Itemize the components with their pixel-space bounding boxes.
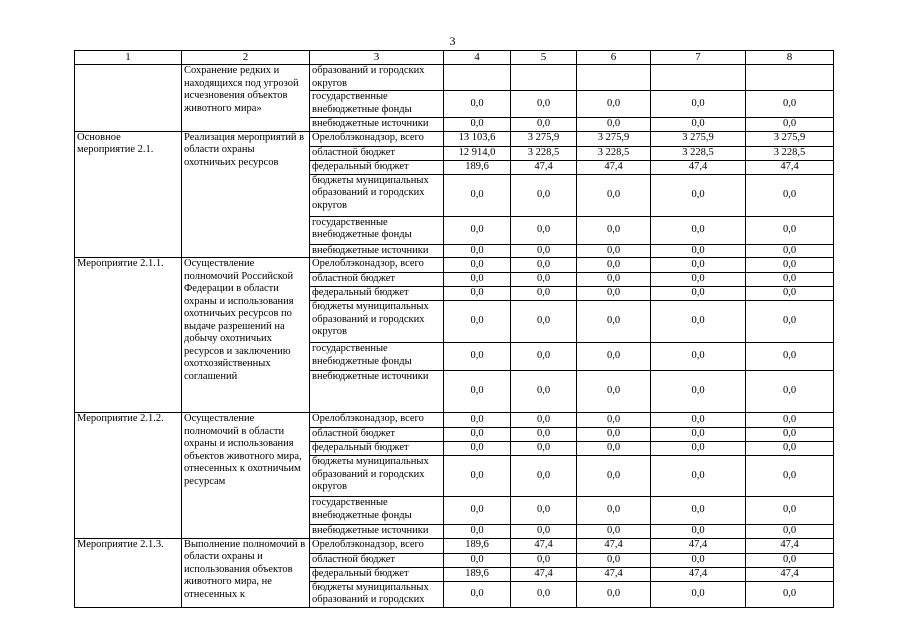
amount-cell: 0,0 (651, 216, 746, 244)
amount-cell: 0,0 (651, 413, 746, 428)
amount-cell: 0,0 (577, 428, 651, 442)
activity-name-cell: Осуществление полномочий в области охраны и использования объектов животного мира, отнесенных к охотничьим ресурсам (182, 413, 310, 539)
amount-cell: 0,0 (444, 343, 511, 371)
amount-cell: 0,0 (511, 413, 577, 428)
header-cell: 6 (577, 51, 651, 65)
amount-cell: 0,0 (444, 497, 511, 525)
funding-source-cell: областной бюджет (310, 273, 444, 287)
funding-source-cell: Орелоблэконадзор, всего (310, 258, 444, 273)
header-cell: 5 (511, 51, 577, 65)
activity-name-cell: Реализация мероприятий в области охраны охотничьих ресурсов (182, 131, 310, 258)
amount-cell: 0,0 (511, 343, 577, 371)
activity-code-cell (75, 65, 182, 132)
amount-cell: 0,0 (577, 553, 651, 567)
funding-source-cell: внебюджетные источники (310, 525, 444, 539)
amount-cell (746, 65, 834, 91)
amount-cell: 0,0 (746, 581, 834, 607)
amount-cell: 0,0 (577, 525, 651, 539)
funding-source-cell: Орелоблэконадзор, всего (310, 131, 444, 146)
amount-cell: 0,0 (651, 287, 746, 301)
amount-cell: 189,6 (444, 567, 511, 581)
amount-cell: 3 275,9 (651, 131, 746, 146)
amount-cell: 0,0 (651, 553, 746, 567)
amount-cell: 0,0 (746, 525, 834, 539)
activity-name-cell: Осуществление полномочий Российской Федерации в области охраны и использования охотничьих ресурсов по выдаче разрешений на добычу охотничьих ресурсов и заключению охотхозяйственных соглашений (182, 258, 310, 413)
amount-cell: 0,0 (577, 442, 651, 456)
header-cell: 3 (310, 51, 444, 65)
funding-source-cell: Орелоблэконадзор, всего (310, 538, 444, 553)
amount-cell: 0,0 (577, 497, 651, 525)
amount-cell: 0,0 (444, 525, 511, 539)
funding-source-cell: государственные внебюджетные фонды (310, 497, 444, 525)
amount-cell: 0,0 (577, 413, 651, 428)
funding-source-cell: внебюджетные источники (310, 244, 444, 258)
funding-source-cell: образований и городских округов (310, 65, 444, 91)
table-row (75, 538, 834, 553)
amount-cell: 0,0 (746, 118, 834, 132)
header-row (75, 51, 834, 65)
amount-cell: 0,0 (746, 301, 834, 343)
funding-source-cell: бюджеты муниципальных образований и городских округов (310, 301, 444, 343)
amount-cell: 0,0 (746, 442, 834, 456)
header-cell: 8 (746, 51, 834, 65)
table-row (75, 258, 834, 273)
activity-code-cell: Основное мероприятие 2.1. (75, 131, 182, 258)
amount-cell: 0,0 (444, 442, 511, 456)
amount-cell: 3 228,5 (511, 146, 577, 160)
amount-cell (444, 65, 511, 91)
amount-cell: 189,6 (444, 160, 511, 174)
amount-cell: 0,0 (651, 118, 746, 132)
header-cell: 2 (182, 51, 310, 65)
table-row (75, 131, 834, 146)
amount-cell: 0,0 (444, 244, 511, 258)
amount-cell (651, 65, 746, 91)
amount-cell: 0,0 (651, 174, 746, 216)
amount-cell: 0,0 (746, 413, 834, 428)
amount-cell: 0,0 (444, 258, 511, 273)
amount-cell: 0,0 (444, 428, 511, 442)
activity-name-cell: Сохранение редких и находящихся под угрозой исчезновения объектов животного мира» (182, 65, 310, 132)
funding-source-cell: государственные внебюджетные фонды (310, 216, 444, 244)
amount-cell: 0,0 (444, 553, 511, 567)
amount-cell: 0,0 (651, 301, 746, 343)
amount-cell: 0,0 (746, 371, 834, 413)
amount-cell: 0,0 (651, 442, 746, 456)
amount-cell: 0,0 (651, 371, 746, 413)
amount-cell: 47,4 (651, 538, 746, 553)
activity-code-cell: Мероприятие 2.1.2. (75, 413, 182, 539)
amount-cell: 0,0 (511, 456, 577, 497)
funding-source-cell: областной бюджет (310, 146, 444, 160)
amount-cell: 0,0 (511, 428, 577, 442)
amount-cell: 0,0 (444, 174, 511, 216)
amount-cell: 189,6 (444, 538, 511, 553)
amount-cell: 0,0 (577, 456, 651, 497)
amount-cell: 0,0 (577, 244, 651, 258)
funding-source-cell: государственные внебюджетные фонды (310, 91, 444, 118)
amount-cell: 0,0 (577, 581, 651, 607)
amount-cell: 0,0 (651, 428, 746, 442)
activity-code-cell: Мероприятие 2.1.1. (75, 258, 182, 413)
amount-cell: 0,0 (511, 91, 577, 118)
amount-cell: 0,0 (746, 497, 834, 525)
amount-cell: 0,0 (651, 456, 746, 497)
funding-source-cell: федеральный бюджет (310, 160, 444, 174)
table-row (75, 65, 834, 91)
amount-cell: 0,0 (746, 273, 834, 287)
amount-cell: 0,0 (746, 343, 834, 371)
amount-cell: 3 228,5 (577, 146, 651, 160)
amount-cell: 0,0 (651, 343, 746, 371)
amount-cell: 0,0 (511, 244, 577, 258)
amount-cell: 47,4 (651, 567, 746, 581)
amount-cell: 0,0 (746, 91, 834, 118)
amount-cell: 0,0 (651, 497, 746, 525)
amount-cell: 47,4 (511, 160, 577, 174)
funding-source-cell: федеральный бюджет (310, 287, 444, 301)
amount-cell: 0,0 (511, 273, 577, 287)
amount-cell: 0,0 (577, 118, 651, 132)
amount-cell: 0,0 (651, 525, 746, 539)
amount-cell: 0,0 (651, 91, 746, 118)
amount-cell: 3 275,9 (511, 131, 577, 146)
funding-source-cell: федеральный бюджет (310, 442, 444, 456)
amount-cell: 0,0 (746, 553, 834, 567)
amount-cell: 0,0 (577, 301, 651, 343)
amount-cell: 0,0 (444, 581, 511, 607)
amount-cell: 0,0 (511, 216, 577, 244)
amount-cell: 3 228,5 (746, 146, 834, 160)
amount-cell: 0,0 (746, 174, 834, 216)
amount-cell (577, 65, 651, 91)
amount-cell: 0,0 (577, 91, 651, 118)
amount-cell: 47,4 (746, 538, 834, 553)
amount-cell: 0,0 (577, 371, 651, 413)
amount-cell: 0,0 (444, 118, 511, 132)
table-row (75, 413, 834, 428)
amount-cell: 0,0 (577, 258, 651, 273)
amount-cell: 0,0 (511, 553, 577, 567)
amount-cell: 0,0 (444, 216, 511, 244)
funding-source-cell: бюджеты муниципальных образований и городских округов (310, 174, 444, 216)
amount-cell: 0,0 (746, 287, 834, 301)
amount-cell: 0,0 (444, 371, 511, 413)
amount-cell: 0,0 (746, 456, 834, 497)
amount-cell: 0,0 (511, 301, 577, 343)
amount-cell: 0,0 (577, 343, 651, 371)
amount-cell: 47,4 (577, 567, 651, 581)
activity-name-cell: Выполнение полномочий в области охраны и использования объектов животного мира, не отнесенных к (182, 538, 310, 607)
amount-cell: 0,0 (511, 258, 577, 273)
amount-cell: 47,4 (746, 160, 834, 174)
amount-cell: 0,0 (511, 174, 577, 216)
amount-cell: 47,4 (511, 538, 577, 553)
amount-cell: 0,0 (746, 258, 834, 273)
amount-cell: 47,4 (577, 538, 651, 553)
amount-cell: 0,0 (746, 216, 834, 244)
amount-cell: 0,0 (577, 216, 651, 244)
amount-cell: 0,0 (746, 428, 834, 442)
amount-cell: 47,4 (577, 160, 651, 174)
amount-cell: 47,4 (651, 160, 746, 174)
amount-cell: 0,0 (444, 456, 511, 497)
funding-source-cell: внебюджетные источники (310, 118, 444, 132)
amount-cell: 0,0 (511, 525, 577, 539)
funding-source-cell: областной бюджет (310, 553, 444, 567)
amount-cell: 0,0 (511, 287, 577, 301)
amount-cell: 0,0 (444, 91, 511, 118)
amount-cell: 0,0 (444, 301, 511, 343)
funding-source-cell: федеральный бюджет (310, 567, 444, 581)
amount-cell: 0,0 (511, 442, 577, 456)
amount-cell: 0,0 (651, 258, 746, 273)
amount-cell: 0,0 (577, 174, 651, 216)
funding-source-cell: Орелоблэконадзор, всего (310, 413, 444, 428)
amount-cell: 3 275,9 (577, 131, 651, 146)
amount-cell: 0,0 (746, 244, 834, 258)
amount-cell: 0,0 (651, 273, 746, 287)
header-cell: 1 (75, 51, 182, 65)
funding-source-cell: внебюджетные источники (310, 371, 444, 413)
amount-cell: 0,0 (444, 273, 511, 287)
amount-cell: 47,4 (511, 567, 577, 581)
amount-cell: 12 914,0 (444, 146, 511, 160)
amount-cell: 0,0 (511, 371, 577, 413)
amount-cell: 0,0 (651, 244, 746, 258)
header-cell: 7 (651, 51, 746, 65)
amount-cell: 0,0 (444, 287, 511, 301)
amount-cell: 0,0 (511, 497, 577, 525)
funding-source-cell: бюджеты муниципальных образований и городских округов (310, 456, 444, 497)
amount-cell: 47,4 (746, 567, 834, 581)
amount-cell: 0,0 (651, 581, 746, 607)
budget-table (74, 50, 834, 608)
amount-cell: 0,0 (444, 413, 511, 428)
amount-cell: 0,0 (577, 273, 651, 287)
funding-source-cell: бюджеты муниципальных образований и городских (310, 581, 444, 607)
amount-cell: 0,0 (577, 287, 651, 301)
funding-source-cell: областной бюджет (310, 428, 444, 442)
funding-source-cell: государственные внебюджетные фонды (310, 343, 444, 371)
activity-code-cell: Мероприятие 2.1.3. (75, 538, 182, 607)
amount-cell: 3 275,9 (746, 131, 834, 146)
amount-cell: 3 228,5 (651, 146, 746, 160)
header-cell: 4 (444, 51, 511, 65)
amount-cell: 0,0 (511, 581, 577, 607)
amount-cell: 0,0 (511, 118, 577, 132)
amount-cell: 13 103,6 (444, 131, 511, 146)
amount-cell (511, 65, 577, 91)
page-number: 3 (449, 34, 456, 48)
